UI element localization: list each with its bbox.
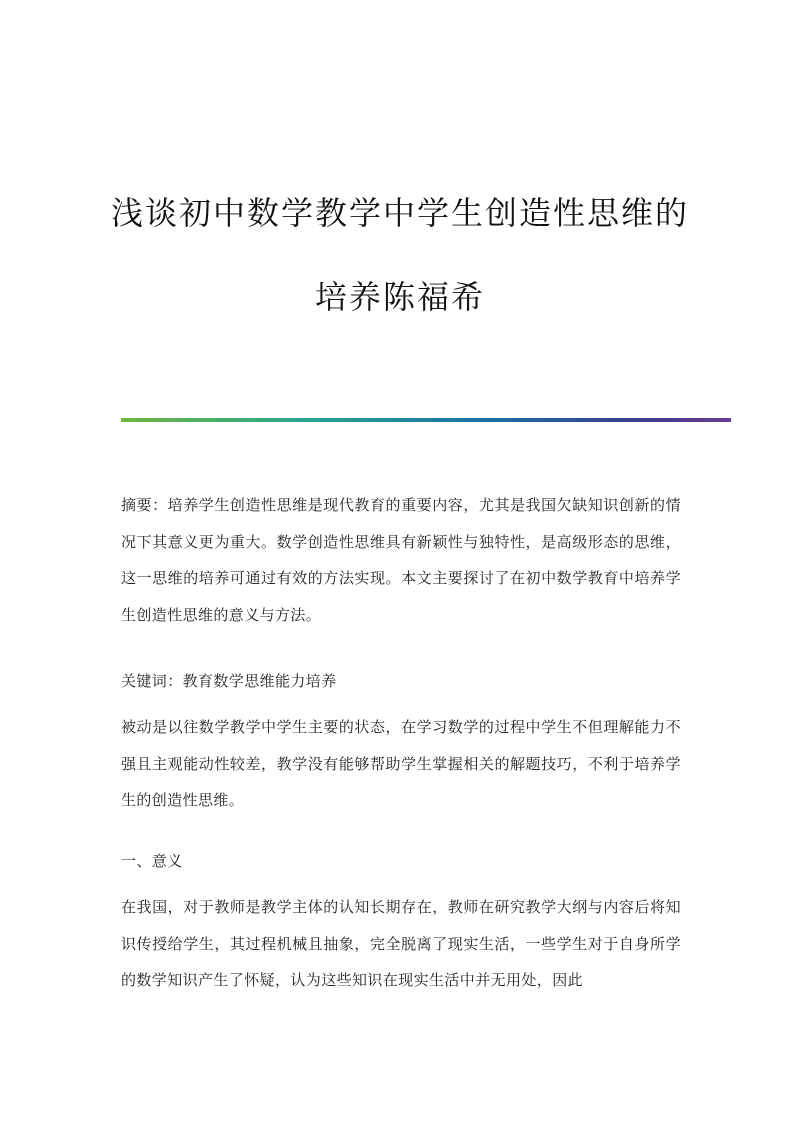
keywords-line: 关键词：教育数学思维能力培养 xyxy=(121,672,337,690)
section-heading: 一、意义 xyxy=(121,852,183,870)
section-paragraph: 在我国，对于教师是教学主体的认知长期存在，教师在研究教学大纲与内容后将知识传授给学生，其过程机械且抽象，完全脱离了现实生活，一些学生对于自身所学的数学知识产生了怀疑，认为这些知识在现实生活中并无用处，因此 xyxy=(121,898,681,989)
document-title-line1: 浅谈初中数学教学中学生创造性思维的 xyxy=(110,194,689,232)
gradient-divider xyxy=(121,418,731,422)
intro-paragraph: 被动是以往数学教学中学生主要的状态，在学习数学的过程中学生不但理解能力不强且主观能动性较差，教学没有能够帮助学生掌握相关的解题技巧，不利于培养学生的创造性思维。 xyxy=(121,718,681,809)
abstract-paragraph: 摘要：培养学生创造性思维是现代教育的重要内容，尤其是我国欠缺知识创新的情况下其意义更为重大。数学创造性思维具有新颖性与独特性，是高级形态的思维，这一思维的培养可通过有效的方法实现。本文主要探讨了在初中数学教育中培养学生创造性思维的意义与方法。 xyxy=(121,496,681,624)
document-title-line2: 培养陈福希 xyxy=(314,278,485,316)
